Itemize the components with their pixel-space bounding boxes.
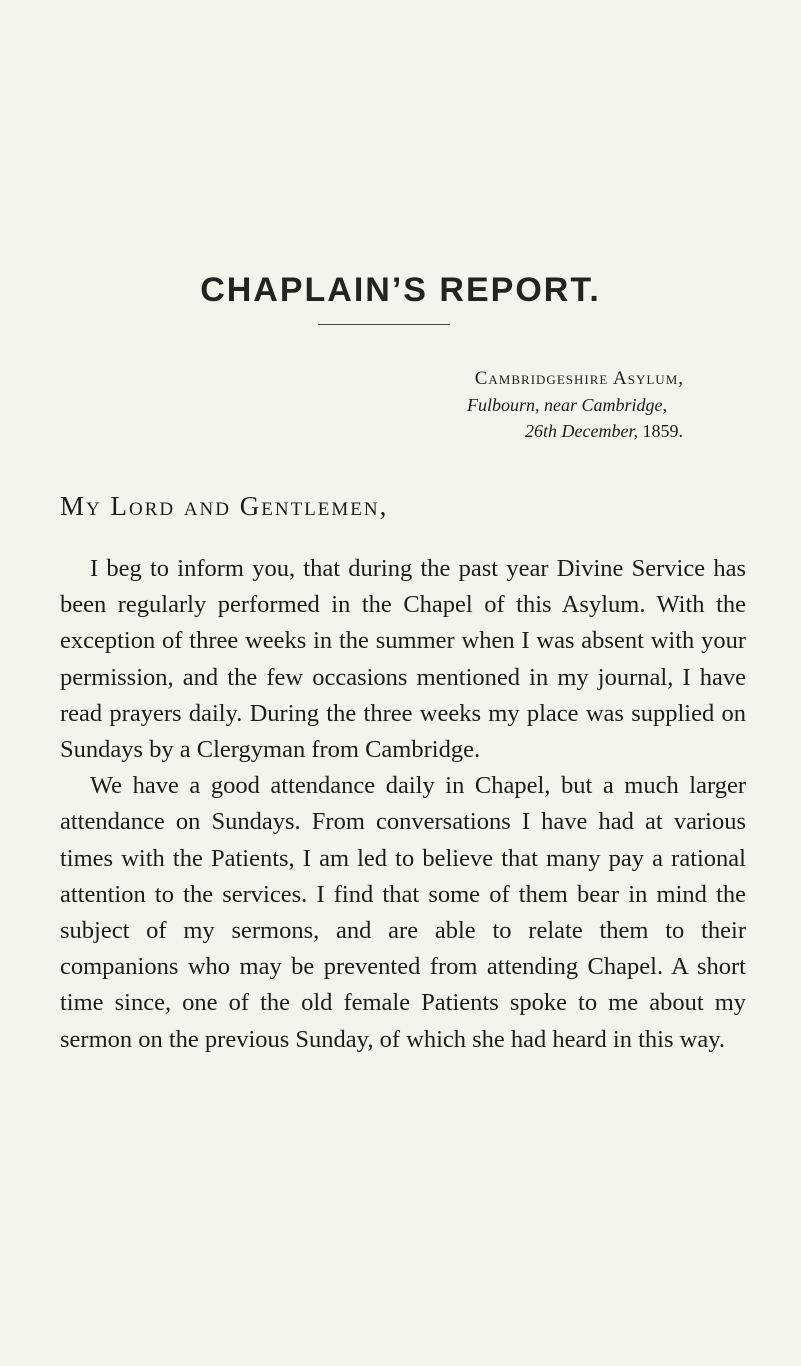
date-year: 1859.: [642, 421, 683, 441]
paragraph: We have a good attendance daily in Chapel, but a much larger attendance on Sundays. From conversations I have had at various times with the Patients, I am led to believe that many pay a rational attention to the services. I find that some of them bear in mind the subject of my sermons, and are able to relate them to their companions who may be prevented from attending Chapel. A short time since, one of the old female Patients spoke to me about my sermon on the previous Sunday, of which she had heard in this way.: [60, 772, 746, 1053]
salutation: My Lord and Gentlemen,: [60, 491, 389, 521]
date-month: December,: [561, 421, 638, 441]
address-institution: Cambridgeshire Asylum,: [474, 368, 684, 389]
address-date: [183, 418, 683, 444]
title-divider: [318, 324, 450, 325]
date-ordinal: 26th: [525, 421, 558, 441]
address-place: Fulbourn, near Cambridge,: [467, 395, 667, 415]
report-body: [60, 551, 746, 1058]
page-title: CHAPLAIN’S REPORT.: [200, 270, 601, 309]
paragraph: I beg to inform you, that during the past year Divine Service has been regularly performed in the Chapel of this Asylum. With the exception of three weeks in the summer when I was absent with your permission, and the few occasions mentioned in my journal, I have read prayers daily. During the three weeks my place was supplied on Sundays by a Clergyman from Cambridge.: [60, 555, 746, 764]
letter-address: [183, 366, 683, 444]
